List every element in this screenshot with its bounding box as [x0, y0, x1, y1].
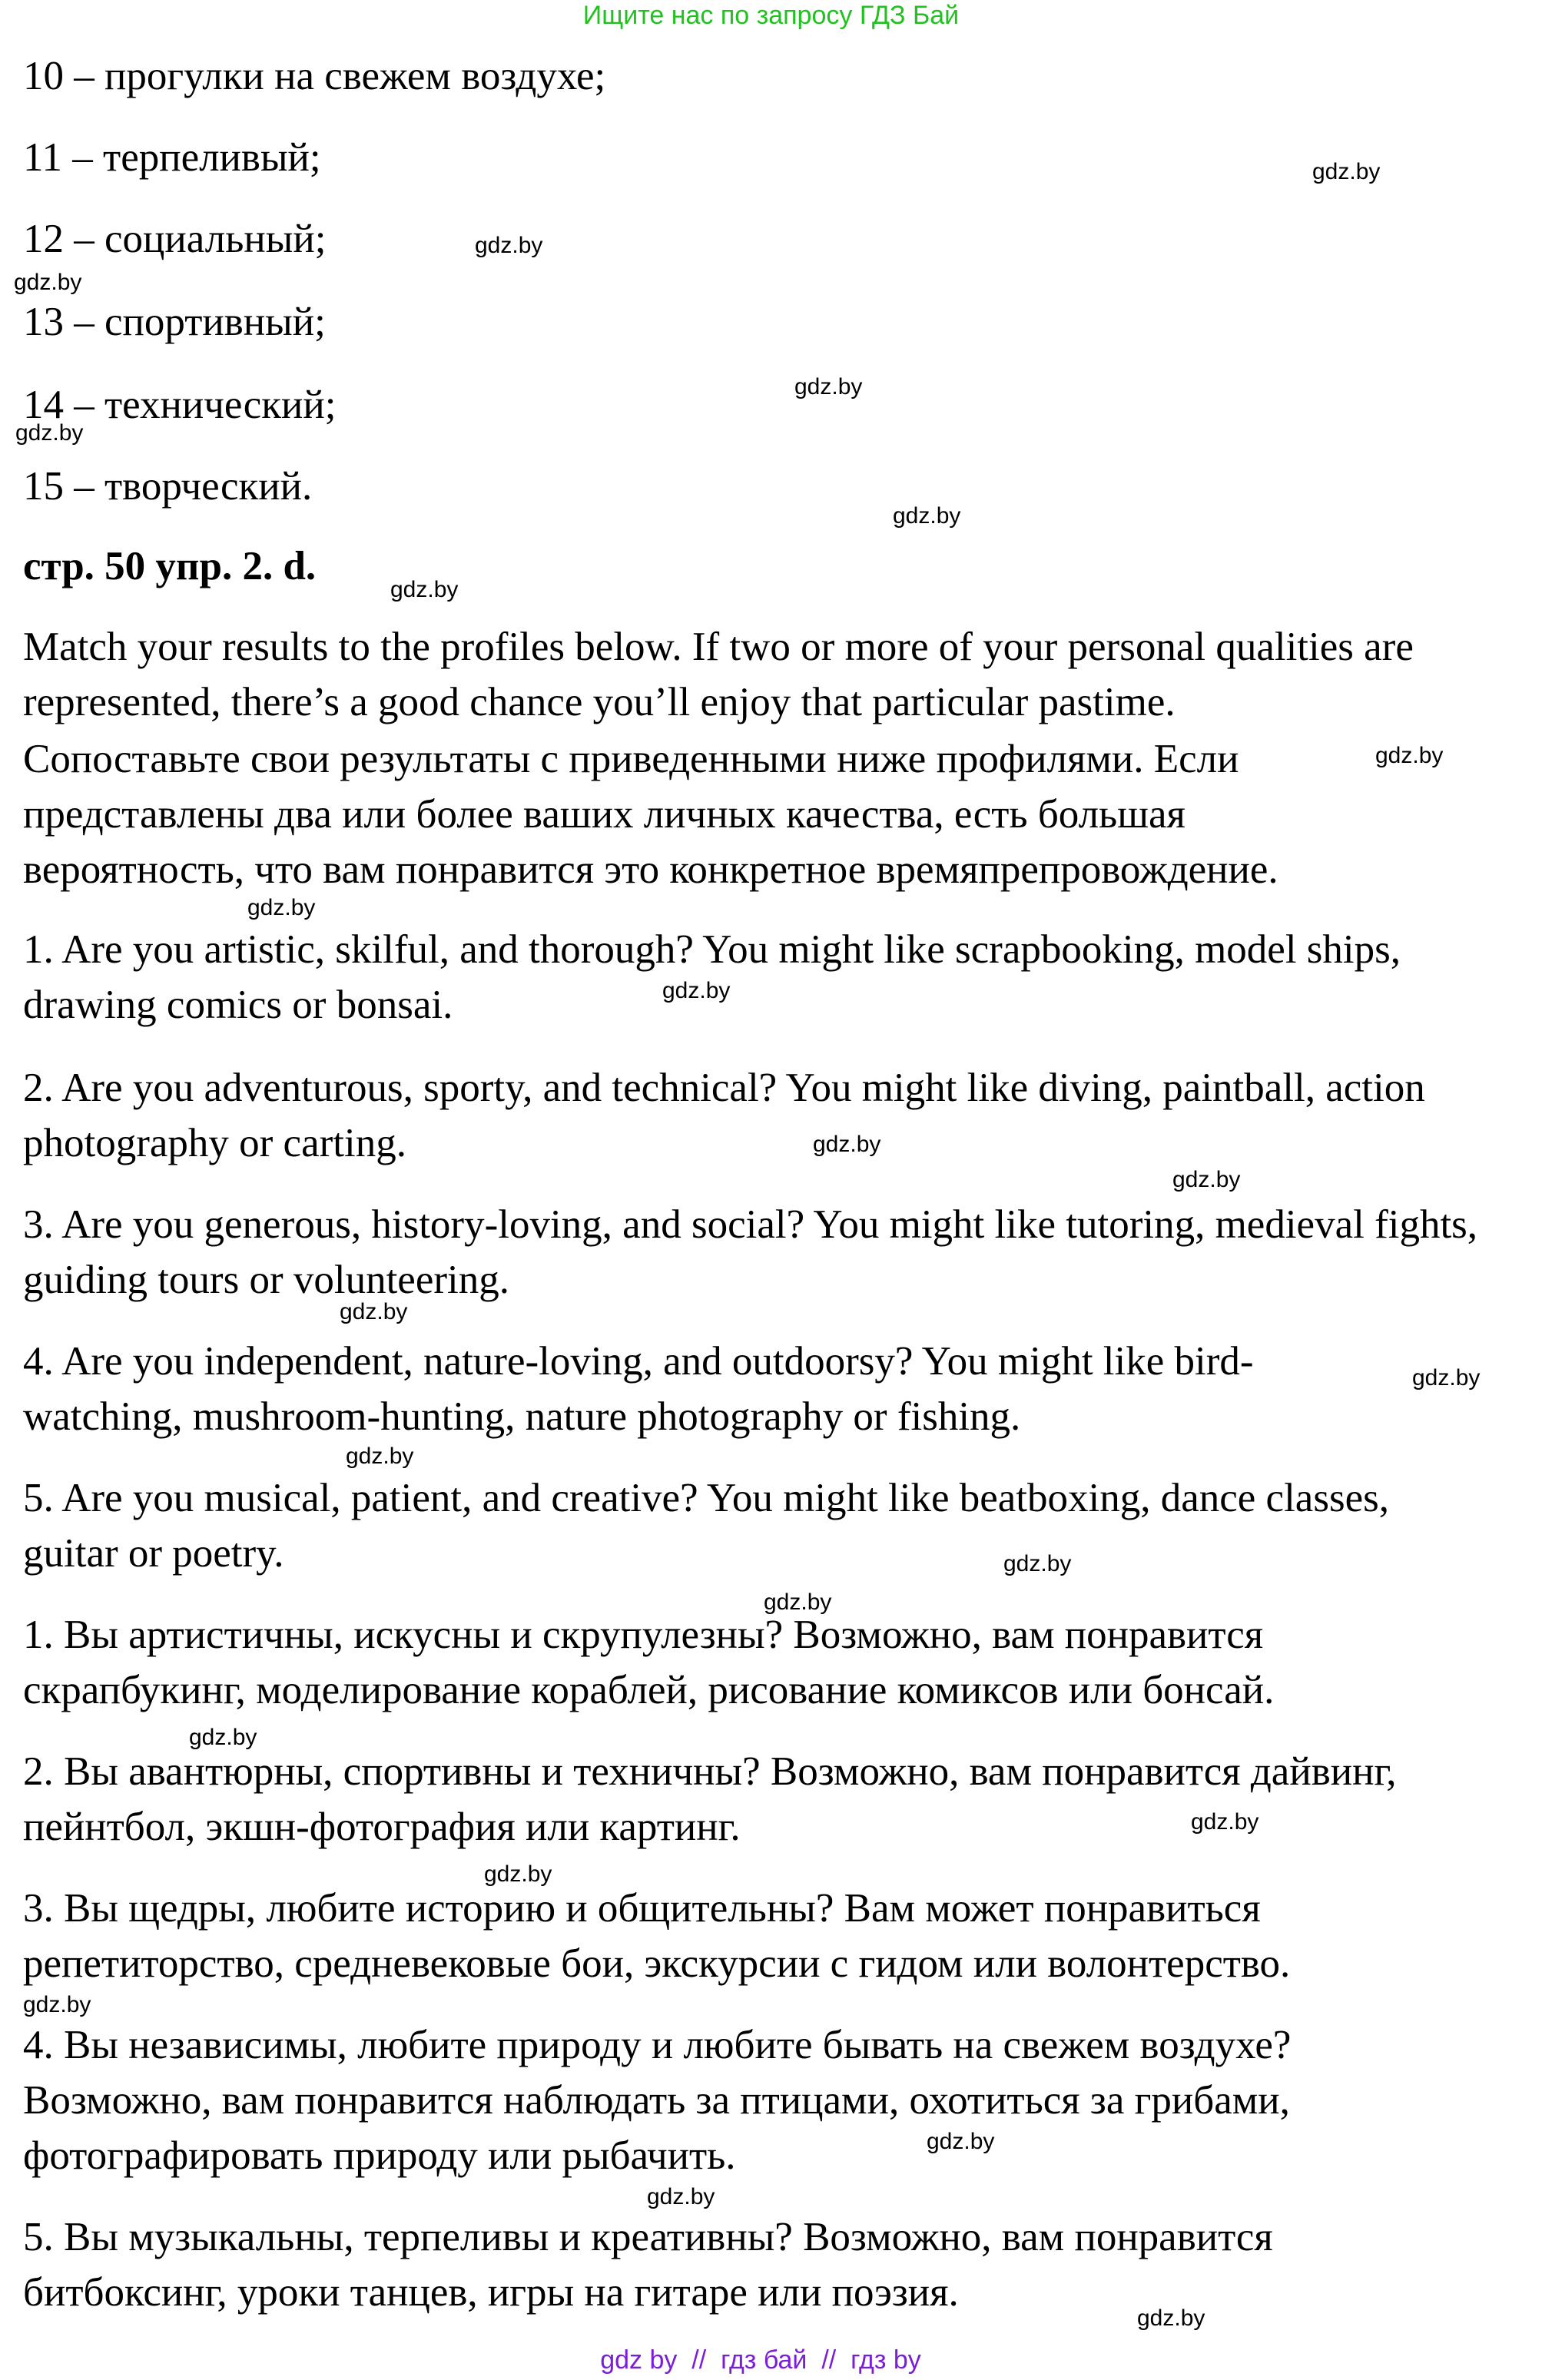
watermark: gdz.by — [764, 1589, 832, 1615]
watermark: gdz.by — [1137, 2305, 1205, 2331]
profile-ru-3: 3. Вы щедры, любите историю и общительны? Вам может понравиться репетиторство, средневековые бои, экскурсии с гидом или волонтерство. — [23, 1886, 1291, 1986]
watermark: gdz.by — [893, 503, 961, 529]
watermark: gdz.by — [247, 895, 316, 920]
watermark: gdz.by — [340, 1299, 408, 1324]
footer-text[interactable]: gdz by // гдз бай // гдз by — [600, 2345, 921, 2375]
watermark: gdz.by — [1375, 743, 1444, 768]
profile-en-4: 4. Are you independent, nature-loving, and outdoorsy? You might like bird-watching, mushroom-hunting, nature photography or fishing. — [23, 1339, 1254, 1439]
list-item-14: 14 – технический; — [23, 383, 337, 427]
watermark: gdz.by — [390, 577, 459, 602]
list-item-12: 12 – социальный; — [23, 217, 327, 261]
header-text[interactable]: Ищите нас по запросу ГДЗ Бай — [582, 1, 960, 30]
profile-ru-2: 2. Вы авантюрны, спортивны и техничны? Возможно, вам понравится дайвинг, пейнтбол, экшн-фотография или картинг. — [23, 1749, 1397, 1849]
intro-english: Match your results to the profiles below. If two or more of your personal qualities are represented, there’s a good chance you’ll enjoy that particular pastime. — [23, 625, 1414, 724]
watermark: gdz.by — [813, 1132, 881, 1157]
watermark: gdz.by — [1412, 1365, 1481, 1391]
watermark: gdz.by — [23, 1992, 91, 2017]
profile-en-3: 3. Are you generous, history-loving, and social? You might like tutoring, medieval fights, guiding tours or volunteering. — [23, 1202, 1478, 1302]
watermark: gdz.by — [15, 420, 84, 446]
watermark: gdz.by — [346, 1444, 414, 1469]
header-banner[interactable] — [0, 0, 1542, 31]
watermark: gdz.by — [484, 1861, 552, 1887]
watermark: gdz.by — [189, 1725, 257, 1750]
profile-en-2: 2. Are you adventurous, sporty, and technical? You might like diving, paintball, action photography or carting. — [23, 1066, 1425, 1165]
watermark: gdz.by — [1172, 1167, 1241, 1192]
watermark: gdz.by — [794, 374, 863, 399]
section-title: стр. 50 упр. 2. d. — [23, 544, 317, 588]
profile-en-5: 5. Are you musical, patient, and creative? You might like beatboxing, dance classes, guitar or poetry. — [23, 1476, 1389, 1576]
profile-ru-1: 1. Вы артистичны, искусны и скрупулезны? Возможно, вам понравится скрапбукинг, моделирование кораблей, рисование комиксов или бонсай. — [23, 1613, 1275, 1712]
footer-links[interactable] — [0, 2345, 1521, 2375]
profile-ru-4: 4. Вы независимы, любите природу и любите бывать на свежем воздухе? Возможно, вам понравится наблюдать за птицами, охотиться за грибами, фотографировать природу или рыбачить. — [23, 2023, 1292, 2178]
watermark: gdz.by — [647, 2184, 715, 2209]
list-item-10: 10 – прогулки на свежем воздухе; — [23, 54, 606, 98]
list-item-11: 11 – терпеливый; — [23, 135, 321, 180]
watermark: gdz.by — [1191, 1809, 1259, 1835]
list-item-13: 13 – спортивный; — [23, 300, 326, 344]
watermark: gdz.by — [662, 978, 731, 1003]
watermark: gdz.by — [1003, 1551, 1072, 1576]
profile-en-1: 1. Are you artistic, skilful, and thorough? You might like scrapbooking, model ships, drawing comics or bonsai. — [23, 927, 1401, 1027]
profile-ru-5: 5. Вы музыкальны, терпеливы и креативны? Возможно, вам понравится битбоксинг, уроки танцев, игры на гитаре или поэзия. — [23, 2215, 1273, 2315]
watermark: gdz.by — [475, 233, 543, 258]
watermark: gdz.by — [927, 2129, 995, 2154]
watermark: gdz.by — [1312, 159, 1381, 184]
watermark: gdz.by — [14, 270, 82, 295]
list-item-15: 15 – творческий. — [23, 464, 313, 509]
intro-russian: Сопоставьте свои результаты с приведенными ниже профилями. Если представлены два или более ваших личных качества, есть большая вероятность, что вам понравится это конкретное времяпрепровождение. — [23, 737, 1278, 892]
